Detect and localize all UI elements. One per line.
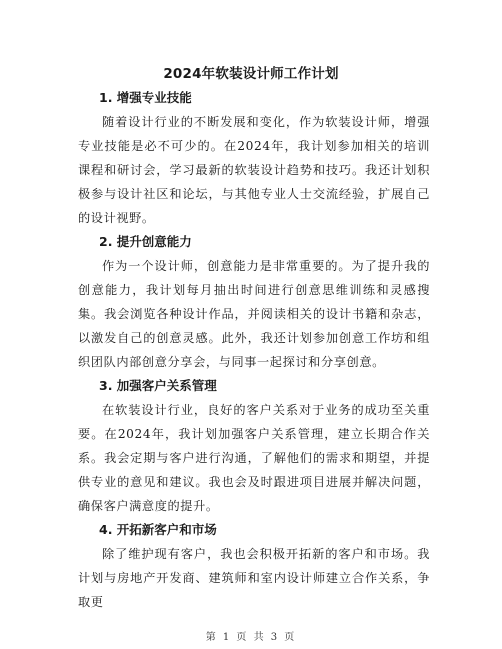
section-paragraph: 除了维护现有客户，我也会积极开拓新的客户和市场。我计划与房地产开发商、建筑师和室内设计师建立合作关系，争取更 <box>78 547 430 609</box>
section-paragraph: 在软装设计行业，良好的客户关系对于业务的成功至关重要。在2024年，我计划加强客户关系管理，建立长期合作关系。我会定期与客户进行沟通，了解他们的需求和期望，并提供专业的意见和建议。我也会及时跟进项目进展并解决问题，确保客户满意度的提升。 <box>78 403 430 513</box>
section-1 <box>78 86 430 230</box>
section-heading: 2. 提升创意能力 <box>99 234 192 249</box>
document-title: 2024年软装设计师工作计划 <box>163 66 339 82</box>
section-paragraph: 随着设计行业的不断发展和变化，作为软装设计师，增强专业技能是必不可少的。在2024年，我计划参加相关的培训课程和研讨会，学习最新的软装设计趋势和技巧。我还计划积极参与设计社区和论坛，与其他专业人士交流经验，扩展自己的设计视野。 <box>78 115 430 225</box>
page-footer: 第 1 页 共 3 页 <box>205 632 297 643</box>
section-paragraph: 作为一个设计师，创意能力是非常重要的。为了提升我的创意能力，我计划每月抽出时间进行创意思维训练和灵感搜集。我会浏览各种设计作品，并阅读相关的设计书籍和杂志，以激发自己的创意灵感。此外，我还计划参加创意工作坊和组织团队内部创意分享会，与同事一起探讨和分享创意。 <box>78 259 430 369</box>
section-4 <box>78 518 430 614</box>
section-heading: 4. 开拓新客户和市场 <box>99 522 217 537</box>
section-3 <box>78 374 430 518</box>
section-heading: 1. 增强专业技能 <box>99 90 192 105</box>
section-2 <box>78 230 430 374</box>
section-heading: 3. 加强客户关系管理 <box>99 378 217 393</box>
document-body <box>78 86 430 614</box>
